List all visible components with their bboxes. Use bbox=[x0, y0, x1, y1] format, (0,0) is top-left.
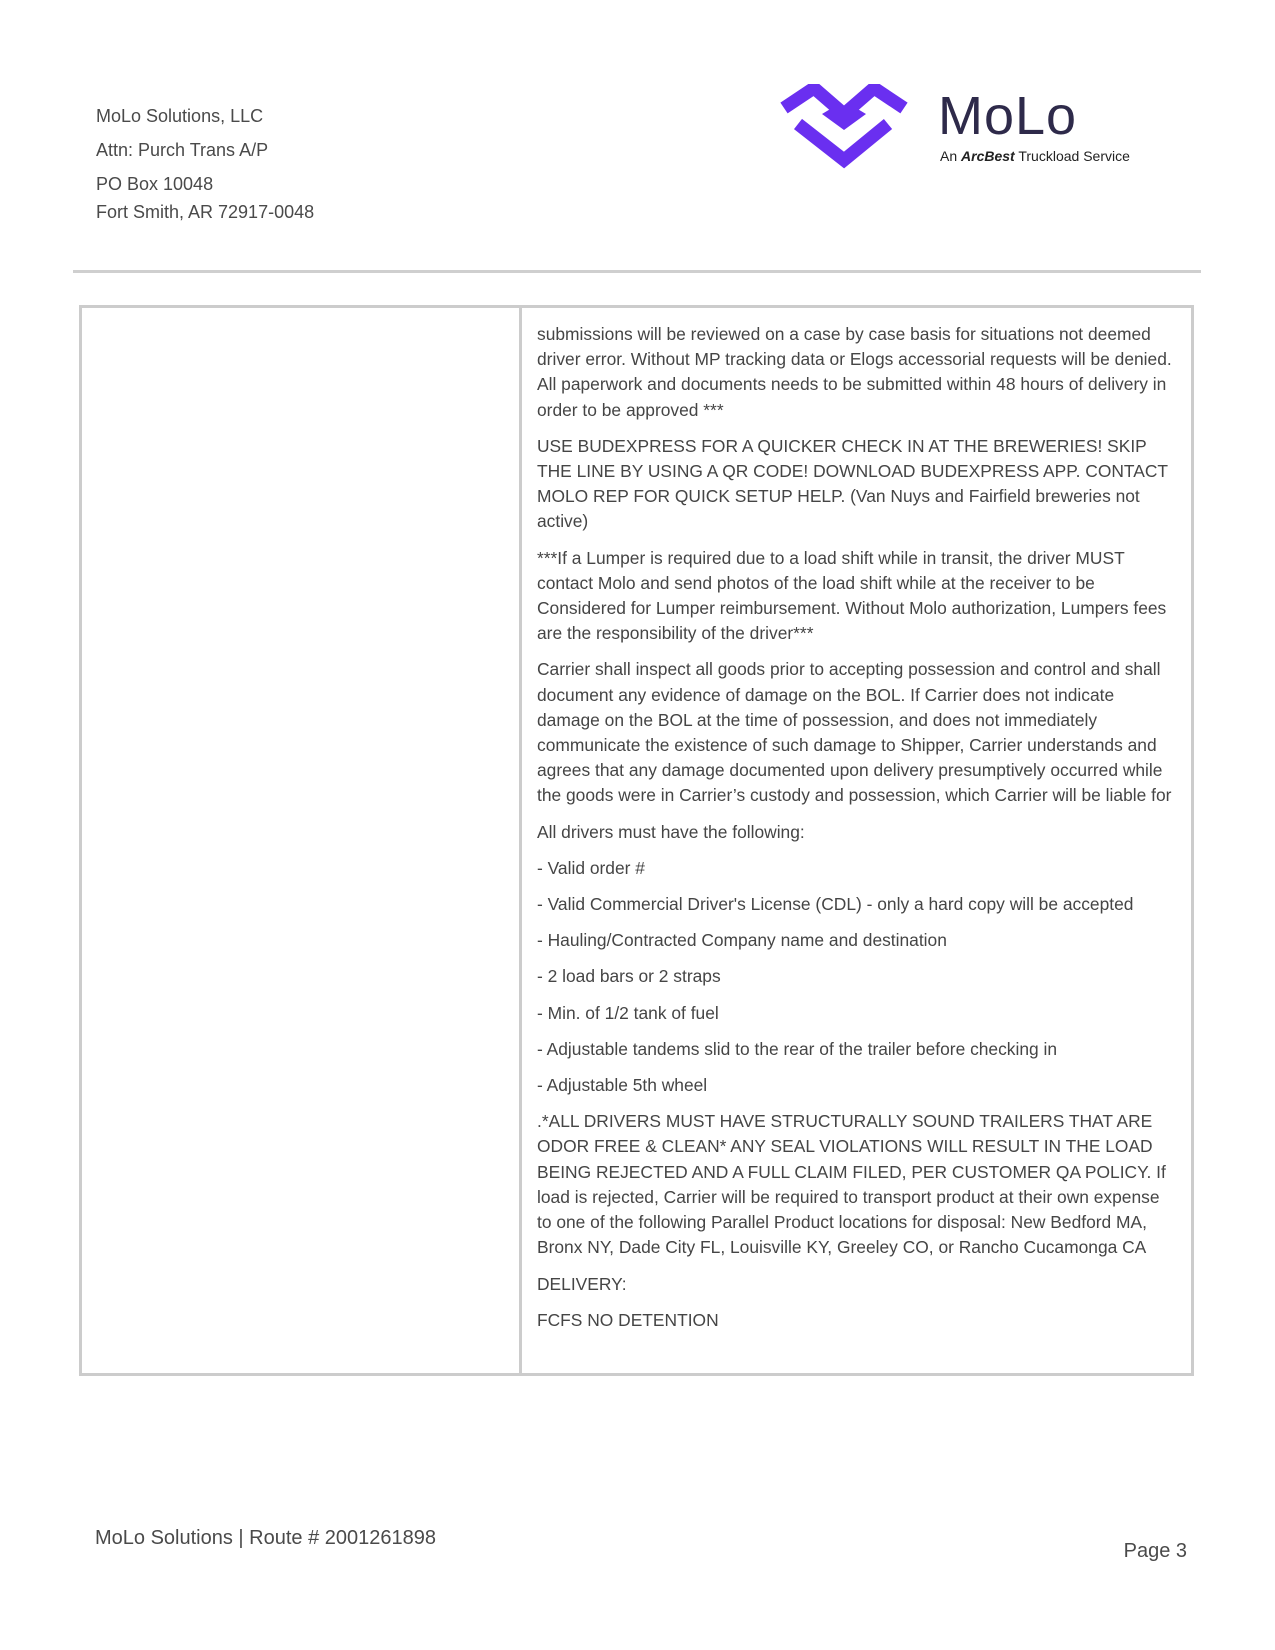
footer-route: MoLo Solutions | Route # 2001261898 bbox=[95, 1527, 437, 1549]
requirement-item: - Valid order # bbox=[537, 857, 645, 878]
molo-mark-icon bbox=[778, 84, 918, 176]
header-divider bbox=[73, 270, 1201, 273]
requirement-item: - Adjustable tandems slid to the rear of the trailer before checking in bbox=[537, 1038, 1058, 1059]
logo-wordmark: MoLo bbox=[938, 86, 1078, 146]
notes-text-cell bbox=[522, 308, 1191, 1373]
logo-tagline bbox=[940, 148, 1130, 164]
notes-table bbox=[79, 305, 1194, 1376]
notes-label-cell bbox=[82, 308, 522, 1373]
address-company: MoLo Solutions, LLC bbox=[96, 106, 264, 126]
address-attn: Attn: Purch Trans A/P bbox=[96, 140, 269, 160]
paragraph-delivery-note: FCFS NO DETENTION bbox=[537, 1309, 719, 1330]
molo-logo bbox=[778, 84, 1158, 176]
paragraph-budexpress: USE BUDEXPRESS FOR A QUICKER CHECK IN AT THE BREWERIES! SKIP THE LINE BY USING A QR CODE! DOWNLOAD BUDEXPRESS APP. CONTACT MOLO REP FOR QUICK SETUP HELP. (Van Nuys and Fairfield breweries not active) bbox=[537, 435, 1168, 532]
address-po-box: PO Box 10048 bbox=[96, 174, 214, 194]
paragraph-delivery-heading: DELIVERY: bbox=[537, 1273, 627, 1294]
requirement-item: - Valid Commercial Driver's License (CDL) - only a hard copy will be accepted bbox=[537, 894, 1134, 915]
tagline-brand: ArcBest bbox=[961, 148, 1015, 164]
footer-page-number: Page 3 bbox=[1123, 1540, 1187, 1562]
paragraph-trailer-policy: .*ALL DRIVERS MUST HAVE STRUCTURALLY SOUND TRAILERS THAT ARE ODOR FREE & CLEAN* ANY SEAL VIOLATIONS WILL RESULT IN THE LOAD BEING REJECTED AND A FULL CLAIM FILED, PER CUSTOMER QA POLICY. If load is rejected, Carrier will be required to transport product at their own expense to one of the following Parallel Product locations for disposal: New Bedford MA, Bronx NY, Dade City FL, Louisville KY, Greeley CO, or Rancho Cucamonga CA bbox=[537, 1111, 1166, 1258]
paragraph-submissions: submissions will be reviewed on a case by case basis for situations not deemed driver error. Without MP tracking data or Elogs accessorial requests will be denied. All paperwork and documents needs to be submitted within 48 hours of delivery in order to be approved *** bbox=[537, 324, 1172, 420]
paragraph-requirements-intro: All drivers must have the following: bbox=[537, 821, 805, 842]
sender-address bbox=[96, 104, 314, 224]
requirement-item: - Min. of 1/2 tank of fuel bbox=[537, 1002, 719, 1023]
tagline-prefix: An bbox=[940, 148, 958, 164]
paragraph-inspection: Carrier shall inspect all goods prior to accepting possession and control and shall document any evidence of damage on the BOL. If Carrier does not indicate damage on the BOL at the time of possession, and does not immediately communicate the existence of such damage to Shipper, Carrier understands and agrees that any damage documented upon delivery presumptively occurred while the goods were in Carrier’s custody and possession, which Carrier will be liable for bbox=[537, 659, 1172, 806]
requirement-item: - 2 load bars or 2 straps bbox=[537, 966, 721, 987]
address-city: Fort Smith, AR 72917-0048 bbox=[96, 202, 315, 222]
requirement-item: - Hauling/Contracted Company name and destination bbox=[537, 930, 947, 951]
tagline-suffix: Truckload Service bbox=[1018, 148, 1130, 164]
requirement-item: - Adjustable 5th wheel bbox=[537, 1075, 708, 1096]
paragraph-lumper: ***If a Lumper is required due to a load shift while in transit, the driver MUST contact Molo and send photos of the load shift while at the receiver to be Considered for Lumper reimbursement. Without Molo authorization, Lumpers fees are the responsibility of the driver*** bbox=[537, 547, 1167, 644]
